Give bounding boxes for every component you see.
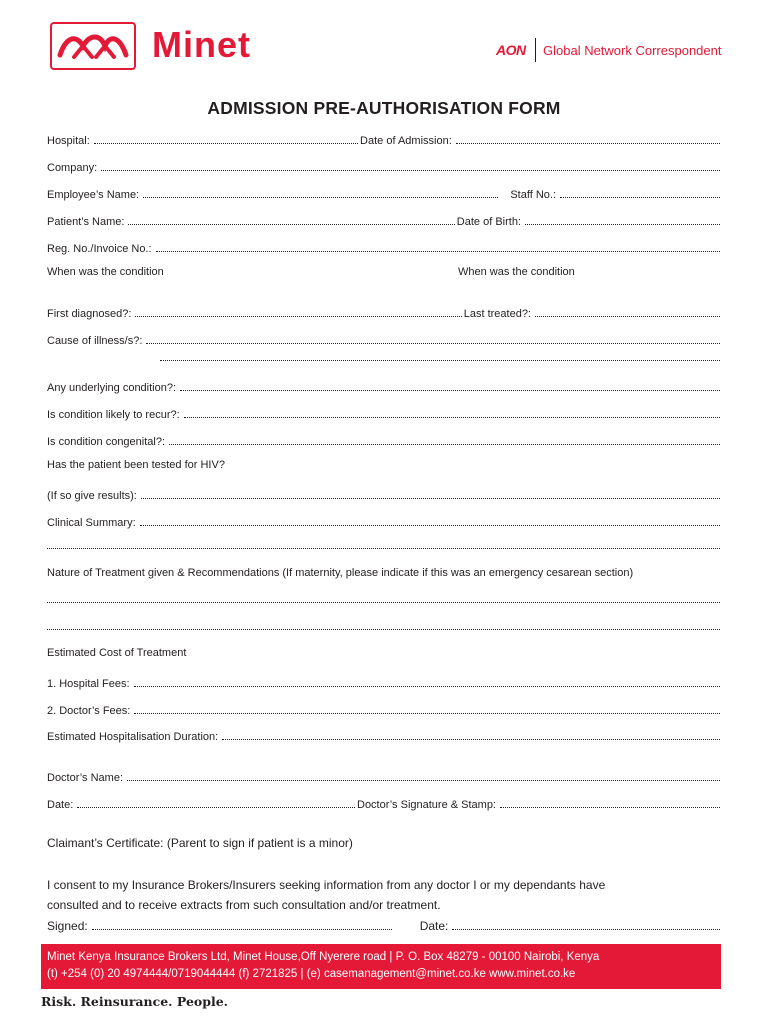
doctor-signature-field[interactable] <box>500 807 720 808</box>
date-signature-row <box>47 795 722 811</box>
date-admission-label: Date of Admission: <box>360 135 452 147</box>
doctor-fees-row <box>47 701 722 717</box>
signed-field[interactable] <box>92 929 392 930</box>
clinical-summary-line2[interactable] <box>47 548 720 549</box>
hospital-fees-label: 1. Hospital Fees: <box>47 678 130 690</box>
consent-line2: consulted and to receive extracts from such consultation and/or treatment. <box>47 898 441 912</box>
hospital-field[interactable] <box>94 143 358 144</box>
partner-text: Global Network Correspondent <box>543 43 722 58</box>
patient-row <box>47 212 722 228</box>
claimant-heading: Claimant’s Certificate: (Parent to sign if patient is a minor) <box>47 836 353 850</box>
underlying-label: Any underlying condition?: <box>47 382 177 394</box>
hiv-results-field[interactable] <box>141 498 720 499</box>
recur-row <box>47 405 722 421</box>
doctor-signature-label: Doctor’s Signature & Stamp: <box>357 799 496 811</box>
employee-name-field[interactable] <box>143 197 498 198</box>
cause-row <box>47 331 722 347</box>
hospital-fees-field[interactable] <box>134 686 720 687</box>
tagline: Risk. Reinsurance. People. <box>41 994 229 1009</box>
hiv-question: Has the patient been tested for HIV? <box>47 459 225 471</box>
employee-name-label: Employee’s Name: <box>47 189 140 201</box>
minet-logo-icon <box>50 22 136 70</box>
duration-label: Estimated Hospitalisation Duration: <box>47 731 219 743</box>
first-diagnosed-field[interactable] <box>135 316 461 317</box>
diagnosed-row <box>47 304 722 320</box>
doctor-name-row <box>47 768 722 784</box>
hospital-label: Hospital: <box>47 135 90 147</box>
estimated-cost-label: Estimated Cost of Treatment <box>47 647 187 659</box>
reg-no-row <box>47 239 722 255</box>
dob-label: Date of Birth: <box>456 216 521 228</box>
claimant-date-label: Date: <box>419 919 449 933</box>
duration-field[interactable] <box>222 739 720 740</box>
company-row <box>47 158 722 174</box>
congenital-label: Is condition congenital?: <box>47 436 166 448</box>
cause-field-line2[interactable] <box>160 360 720 361</box>
company-label: Company: <box>47 162 98 174</box>
doctor-fees-field[interactable] <box>134 713 720 714</box>
clinical-summary-field[interactable] <box>140 525 720 526</box>
hospital-row <box>47 131 722 147</box>
signed-row <box>47 917 722 933</box>
date-admission-field[interactable] <box>456 143 720 144</box>
clinical-summary-row <box>47 513 722 529</box>
header-divider <box>535 38 536 62</box>
hiv-results-label: (If so give results): <box>47 490 137 502</box>
brand-name: Minet <box>152 24 251 65</box>
signed-label: Signed: <box>47 919 88 933</box>
company-field[interactable] <box>101 170 720 171</box>
date-label: Date: <box>47 799 74 811</box>
recur-label: Is condition likely to recur?: <box>47 409 180 421</box>
duration-row <box>47 727 722 743</box>
doctor-name-field[interactable] <box>127 780 720 781</box>
treatment-line1[interactable] <box>47 602 720 603</box>
underlying-row <box>47 378 722 394</box>
congenital-field[interactable] <box>169 444 720 445</box>
footer-contacts: (t) +254 (0) 20 4974444/0719044444 (f) 2721825 | (e) casemanagement@minet.co.ke www.minet.co.ke <box>47 968 576 980</box>
cause-label: Cause of illness/s?: <box>47 335 143 347</box>
when-condition-right: When was the condition <box>458 266 575 278</box>
patient-name-field[interactable] <box>128 224 454 225</box>
footer-bar <box>41 944 721 989</box>
staff-no-field[interactable] <box>560 197 720 198</box>
hiv-results-row <box>47 486 722 502</box>
last-treated-label: Last treated?: <box>463 308 531 320</box>
aon-logo: AON <box>496 42 526 58</box>
doctor-fees-label: 2. Doctor’s Fees: <box>47 705 131 717</box>
last-treated-field[interactable] <box>535 316 720 317</box>
clinical-summary-label: Clinical Summary: <box>47 517 136 529</box>
recur-field[interactable] <box>184 417 720 418</box>
form-title: ADMISSION PRE-AUTHORISATION FORM <box>207 98 561 118</box>
treatment-line2[interactable] <box>47 629 720 630</box>
hospital-fees-row <box>47 674 722 690</box>
when-condition-left: When was the condition <box>47 266 164 278</box>
claimant-date-field[interactable] <box>452 929 720 930</box>
underlying-field[interactable] <box>180 390 720 391</box>
patient-name-label: Patient’s Name: <box>47 216 125 228</box>
footer-address: Minet Kenya Insurance Brokers Ltd, Minet House,Off Nyerere road | P. O. Box 48279 - 00100 Nairobi, Kenya <box>47 951 600 963</box>
dob-field[interactable] <box>525 224 720 225</box>
doctor-name-label: Doctor’s Name: <box>47 772 124 784</box>
employee-row <box>47 185 722 201</box>
date-field[interactable] <box>77 807 355 808</box>
first-diagnosed-label: First diagnosed?: <box>47 308 132 320</box>
congenital-row <box>47 432 722 448</box>
treatment-label: Nature of Treatment given & Recommendations (If maternity, please indicate if this was an emergency cesarean section) <box>47 567 634 579</box>
reg-no-field[interactable] <box>156 251 720 252</box>
consent-line1: I consent to my Insurance Brokers/Insurers seeking information from any doctor I or my dependants have <box>47 878 606 892</box>
staff-no-label: Staff No.: <box>510 189 556 201</box>
cause-field[interactable] <box>146 343 720 344</box>
reg-no-label: Reg. No./Invoice No.: <box>47 243 152 255</box>
